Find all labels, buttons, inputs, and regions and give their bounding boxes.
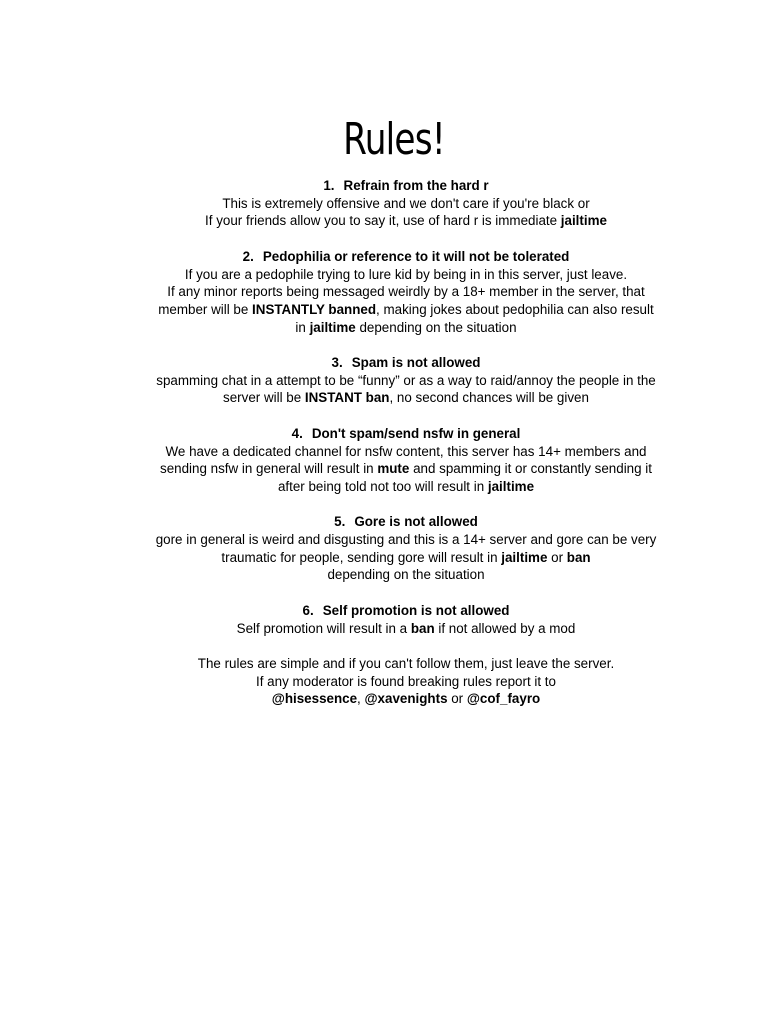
rule-text: If any minor reports being messaged weirdly by a 18+ member in the server, that bbox=[167, 284, 645, 300]
mention-separator: , bbox=[357, 691, 365, 707]
rule-text-segment: in bbox=[295, 319, 310, 335]
rule-penalty: jailtime bbox=[309, 319, 356, 335]
rule-heading-text: Pedophilia or reference to it will not be tolerated bbox=[262, 248, 570, 264]
rule-text: This is extremely offensive and we don't care if you're black or bbox=[222, 195, 590, 211]
rule-text bbox=[0, 620, 768, 638]
rule-penalty: INSTANTLY banned bbox=[252, 301, 377, 317]
rule-heading-text: Spam is not allowed bbox=[351, 355, 481, 370]
rule-text: depending on the situation bbox=[327, 567, 485, 583]
rule-number: 2. bbox=[242, 248, 254, 264]
rule-text-segment: If your friends allow you to say it, use of hard r is immediate bbox=[205, 213, 561, 229]
rule-text-segment: , no second chances will be given bbox=[389, 390, 589, 406]
rule-text-segment: after being told not too will result in bbox=[277, 478, 488, 494]
rule-6 bbox=[0, 602, 768, 637]
mention-hisessence: @hisessence bbox=[271, 691, 358, 707]
rule-penalty: mute bbox=[377, 461, 410, 477]
rule-number: 1. bbox=[323, 178, 335, 193]
rule-number: 3. bbox=[331, 355, 343, 370]
rule-penalty: ban bbox=[410, 620, 435, 636]
rule-heading-text: Refrain from the hard r bbox=[343, 178, 489, 193]
rule-text bbox=[0, 319, 768, 337]
rule-heading bbox=[0, 602, 768, 620]
rule-penalty: jailtime bbox=[560, 213, 607, 229]
rule-penalty: ban bbox=[566, 549, 591, 565]
mention-separator: or bbox=[447, 691, 467, 707]
rule-penalty: INSTANT ban bbox=[304, 390, 390, 406]
rule-text-segment: and spamming it or constantly sending it bbox=[409, 461, 652, 477]
rule-text bbox=[0, 478, 768, 496]
rule-text: spamming chat in a attempt to be “funny” or as a way to raid/annoy the people in the bbox=[156, 372, 656, 388]
rule-2 bbox=[0, 248, 768, 337]
rule-heading-text: Gore is not allowed bbox=[354, 514, 478, 530]
rule-text-segment: sending nsfw in general will result in bbox=[160, 461, 378, 477]
closing-text: The rules are simple and if you can't follow them, just leave the server. bbox=[197, 655, 615, 671]
moderator-mentions bbox=[0, 690, 768, 708]
rule-heading bbox=[0, 248, 768, 266]
rule-number: 6. bbox=[302, 602, 314, 618]
rule-4 bbox=[0, 425, 768, 496]
rule-penalty: jailtime bbox=[487, 478, 535, 494]
rule-number: 5. bbox=[334, 514, 346, 530]
rule-text bbox=[0, 301, 768, 319]
rule-number: 4. bbox=[291, 425, 303, 441]
closing-text: If any moderator is found breaking rules report it to bbox=[256, 673, 556, 689]
mention-cof-fayro: @cof_fayro bbox=[466, 691, 541, 707]
closing-note bbox=[0, 655, 768, 708]
rule-heading-text: Don't spam/send nsfw in general bbox=[311, 425, 521, 441]
rule-text-segment: , making jokes about pedophilia can also result bbox=[376, 301, 654, 317]
rule-text-segment: or bbox=[547, 549, 567, 565]
rule-heading bbox=[0, 354, 768, 372]
rule-text-segment: server will be bbox=[223, 390, 305, 406]
mention-xavenights: @xavenights bbox=[364, 691, 448, 707]
page-title: Rules! bbox=[343, 114, 445, 165]
rule-text bbox=[0, 549, 768, 567]
rule-1 bbox=[0, 177, 768, 230]
rule-heading-text: Self promotion is not allowed bbox=[322, 602, 510, 618]
rule-text-segment: member will be bbox=[158, 301, 253, 317]
rule-text bbox=[0, 212, 768, 230]
rule-3 bbox=[0, 354, 768, 407]
rule-text bbox=[0, 389, 768, 407]
rule-text-segment: depending on the situation bbox=[355, 319, 517, 335]
rule-text-segment: Self promotion will result in a bbox=[236, 620, 411, 636]
rule-5 bbox=[0, 513, 768, 584]
rule-heading bbox=[0, 425, 768, 443]
rule-text: If you are a pedophile trying to lure kid by being in in this server, just leave. bbox=[184, 266, 628, 282]
rule-text: gore in general is weird and disgusting and this is a 14+ server and gore can be very bbox=[155, 532, 657, 547]
rule-text-segment: traumatic for people, sending gore will result in bbox=[221, 549, 502, 565]
rule-text bbox=[0, 460, 768, 478]
rules-content bbox=[0, 177, 768, 708]
rule-text: We have a dedicated channel for nsfw content, this server has 14+ members and bbox=[165, 443, 647, 459]
rule-penalty: jailtime bbox=[501, 549, 548, 565]
rule-text-segment: if not allowed by a mod bbox=[434, 620, 576, 636]
rule-heading bbox=[0, 177, 768, 195]
rule-heading bbox=[0, 513, 768, 531]
